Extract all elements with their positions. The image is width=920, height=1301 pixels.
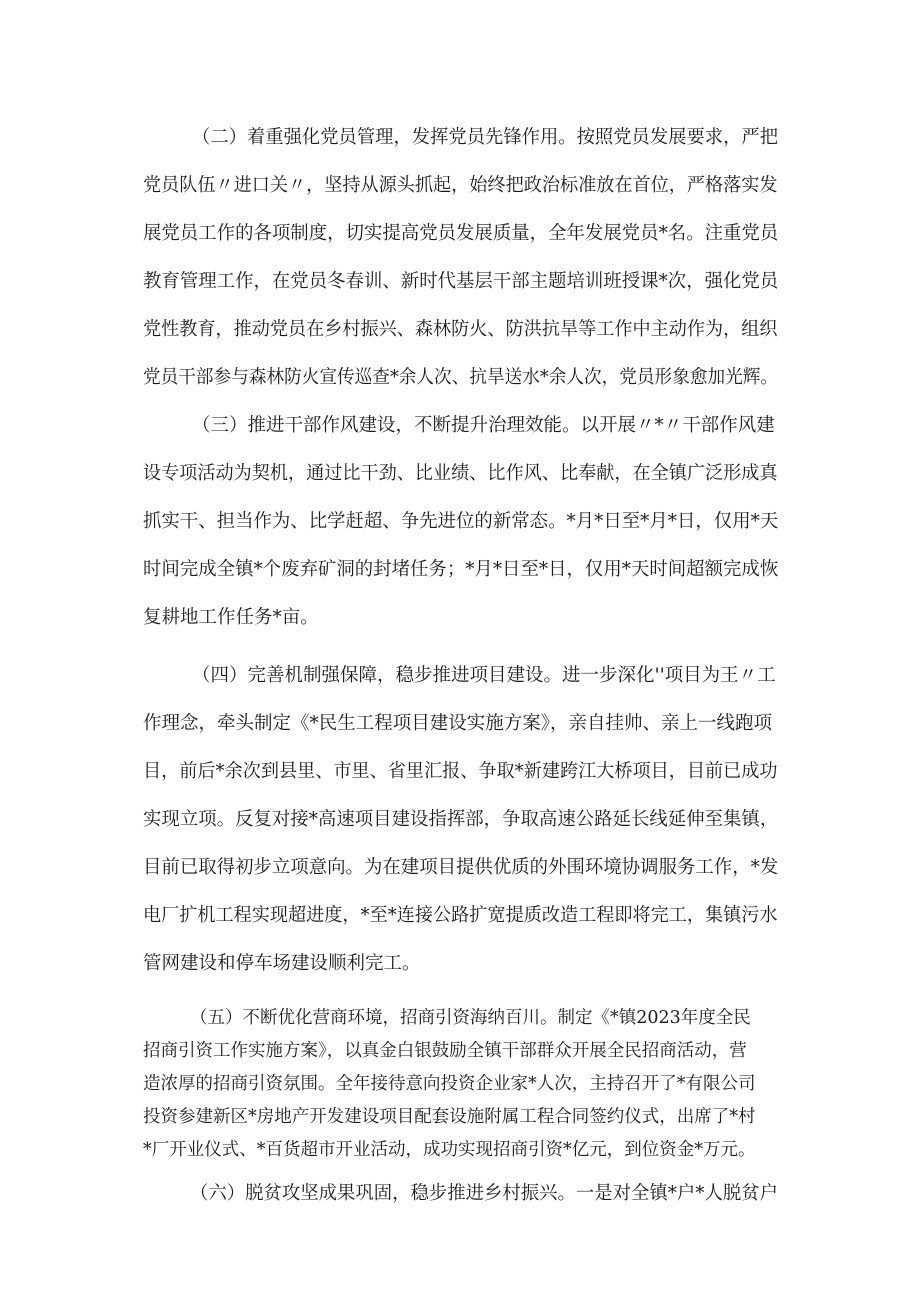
- text-line: 复耕地工作任务*亩。: [143, 607, 319, 628]
- text-line: （六）脱贫攻坚成果巩固，稳步推进乡村振兴。一是对全镇*户*人脱贫户: [190, 1183, 778, 1204]
- text-line: 实现立项。反复对接*高速项目建设指挥部，争取高速公路延长线延伸至集镇，: [143, 809, 779, 830]
- text-line: 管网建设和停车场建设顺利完工。: [143, 953, 421, 974]
- text-line: （二）着重强化党员管理，发挥党员先锋作用。按照党员发展要求，严把: [192, 127, 779, 148]
- text-line: 电厂扩机工程实现超进度，*至*连接公路扩宽提质改造工程即将完工，集镇污水: [143, 905, 778, 926]
- text-line: 党员干部参与森林防火宣传巡查*余人次、抗旱送水*余人次，党员形象愈加光辉。: [143, 367, 779, 388]
- text-line: 教育管理工作，在党员冬春训、新时代基层干部主题培训班授课*次，强化党员: [143, 271, 779, 292]
- text-line: 目前已取得初步立项意向。为在建项目提供优质的外围环境协调服务工作，*发: [143, 857, 779, 878]
- text-line: 党员队伍〃进口关〃，坚持从源头抓起，始终把政治标准放在首位，严格落实发: [143, 175, 778, 196]
- text-line: 投资参建新区*房地产开发建设项目配套设施附属工程合同签约仪式，出席了*村: [143, 1107, 756, 1127]
- text-line: （四）完善机制强保障，稳步推进项目建设。进一步深化''项目为王〃工: [192, 665, 776, 686]
- text-line: （三）推进干部作风建设，不断提升治理效能。以开展〃*〃干部作风建: [192, 415, 775, 436]
- text-line: 党性教育，推动党员在乡村振兴、森林防火、防洪抗旱等工作中主动作为，组织: [143, 319, 778, 340]
- text-line: 目，前后*余次到县里、市里、省里汇报、争取*新建跨江大桥项目，目前已成功: [143, 761, 778, 782]
- text-line: 抓实干、担当作为、比学赶超、争先进位的新常态。*月*日至*月*日，仅用*天: [143, 511, 779, 532]
- text-line: 造浓厚的招商引资氛围。全年接待意向投资企业家*人次，主持召开了*有限公司: [143, 1074, 756, 1094]
- text-line: 展党员工作的各项制度，切实提高党员发展质量，全年发展党员*名。注重党员: [143, 223, 779, 244]
- text-line: 设专项活动为契机，通过比干劲、比业绩、比作风、比奉献，在全镇广泛形成真: [143, 463, 778, 484]
- text-line: 时间完成全镇*个废弃矿洞的封堵任务；*月*日至*日，仅用*天时间超额完成恢: [143, 559, 779, 580]
- text-line: 作理念，牵头制定《*民生工程项目建设实施方案》，亲自挂帅、亲上一线跑项: [143, 713, 773, 734]
- text-line: 招商引资工作实施方案》，以真金白银鼓励全镇干部群众开展全民招商活动，营: [143, 1041, 747, 1061]
- text-line: *厂开业仪式、*百货超市开业活动，成功实现招商引资*亿元，到位资金*万元。: [143, 1140, 756, 1160]
- text-line: （五）不断优化营商环境，招商引资海纳百川。制定《*镇2023年度全民: [190, 1008, 751, 1028]
